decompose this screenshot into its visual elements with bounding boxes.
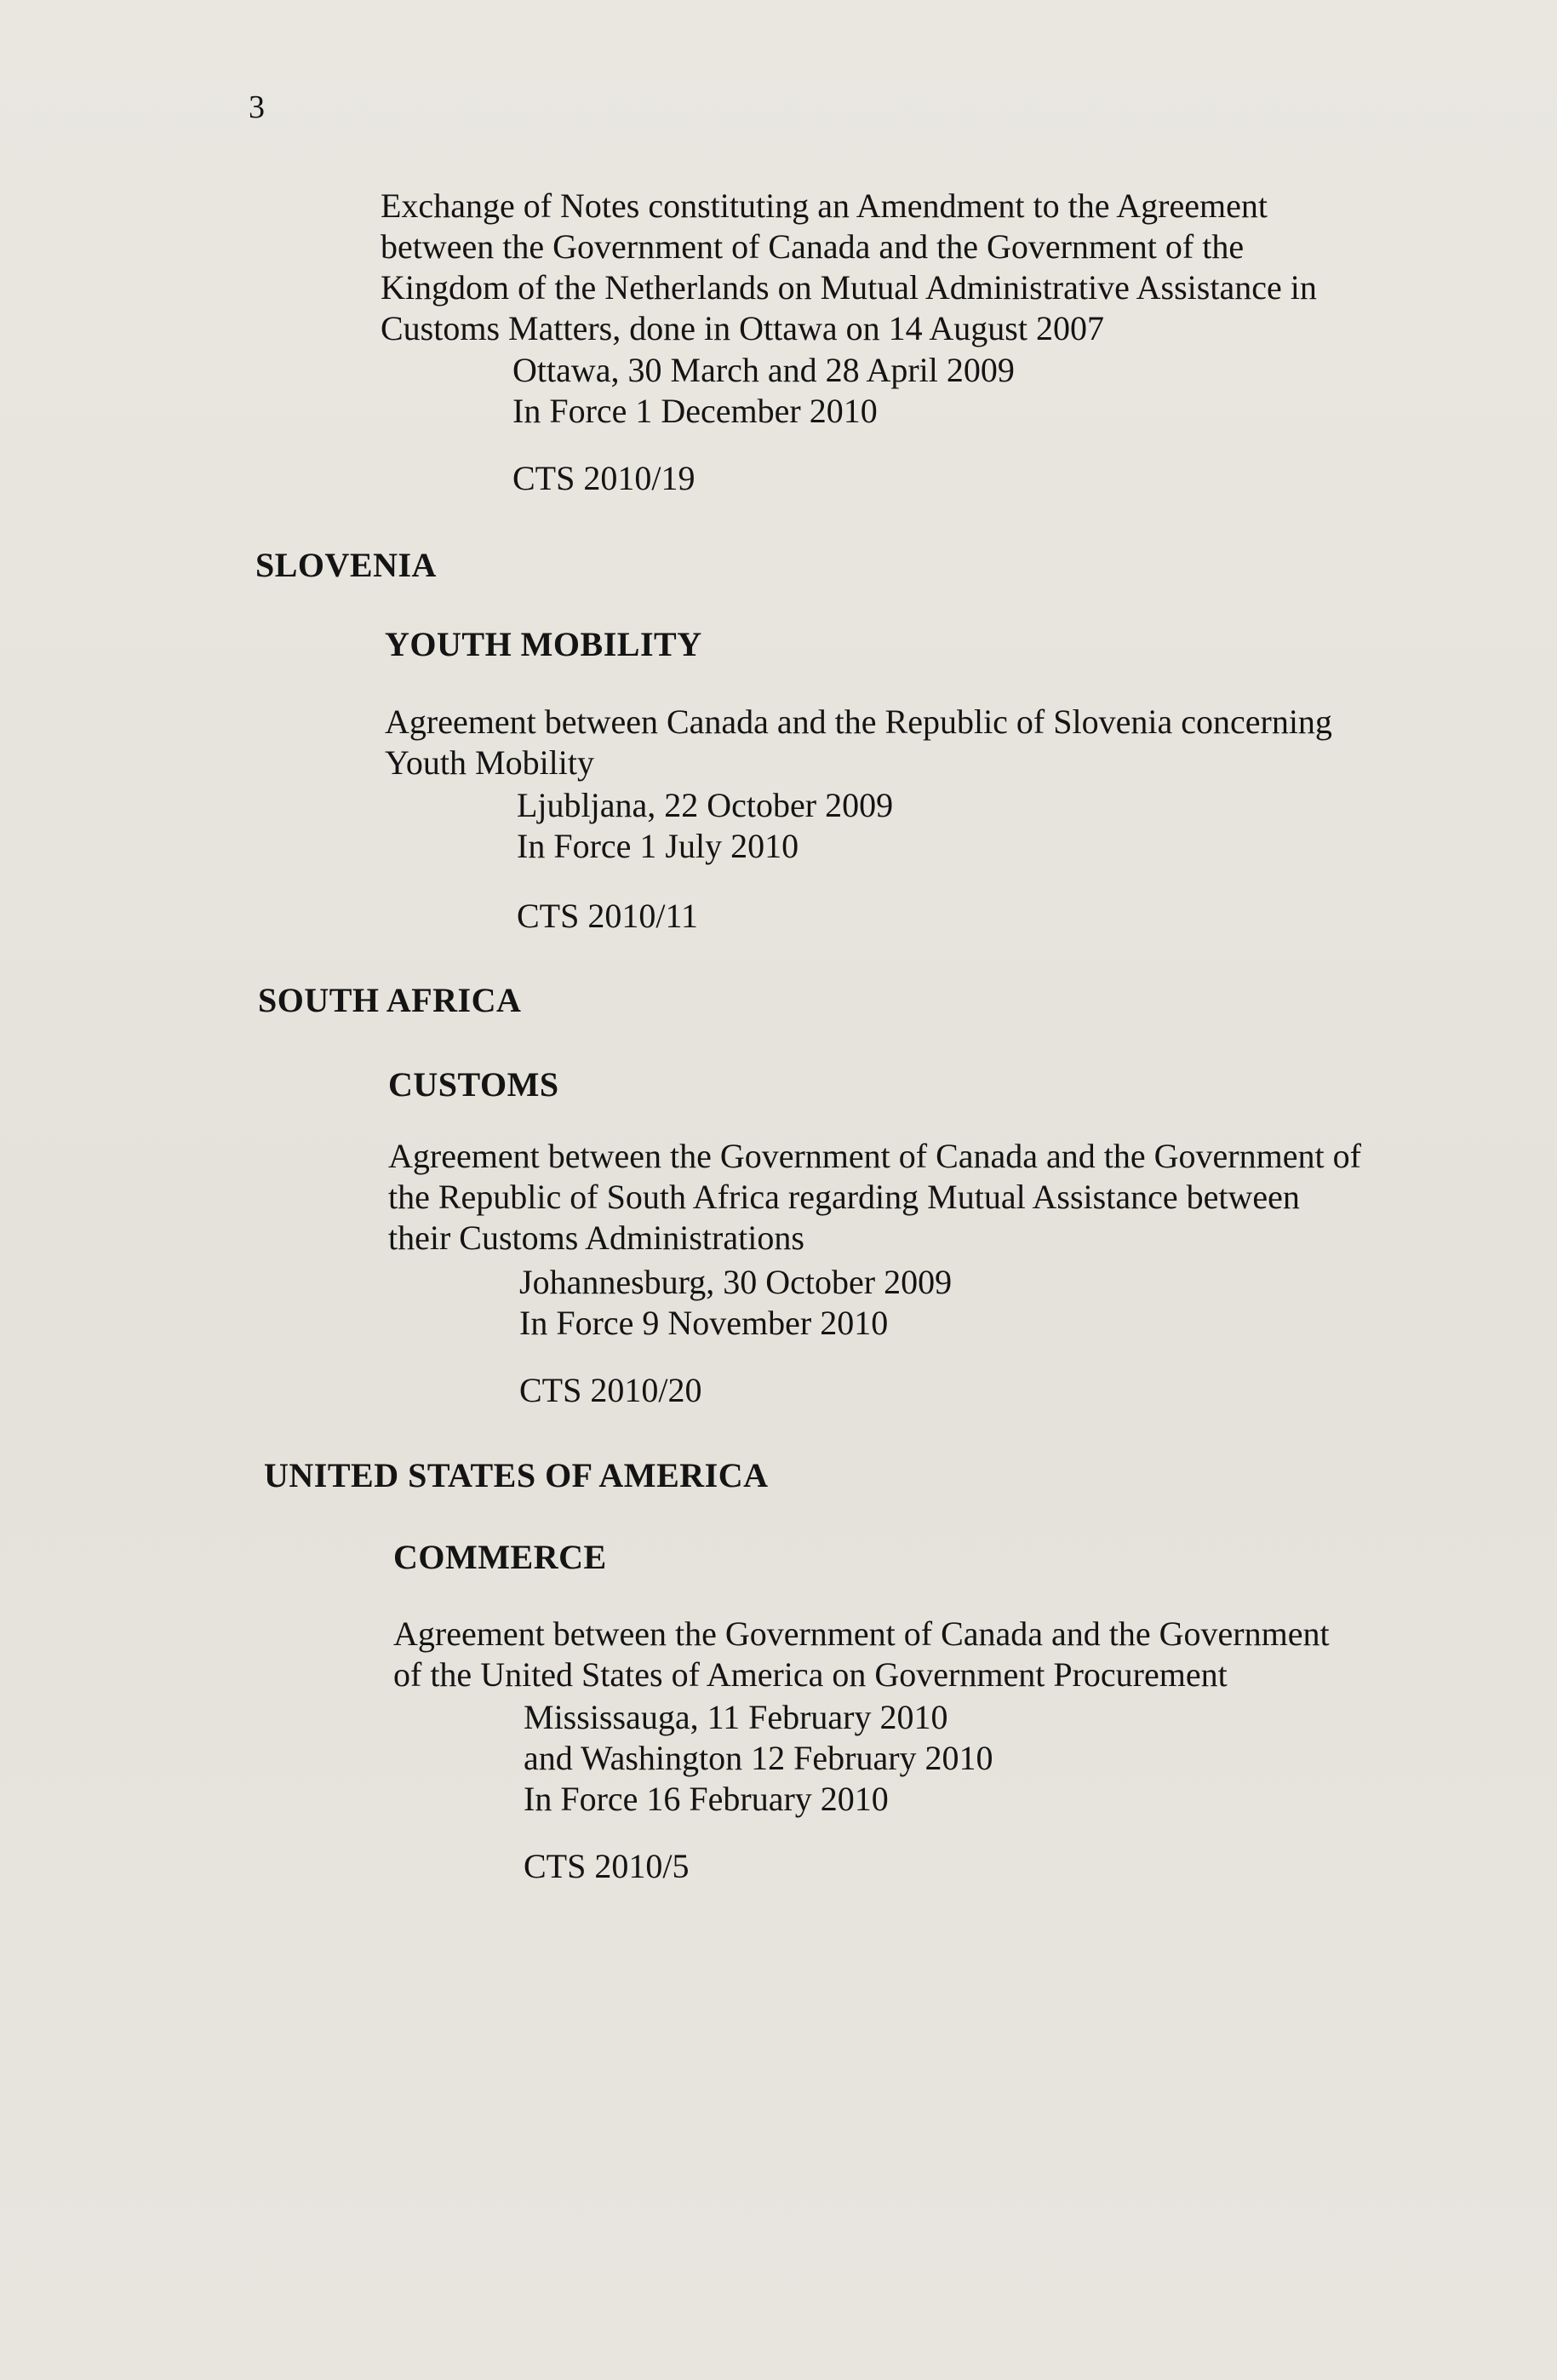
country-heading: SOUTH AFRICA [258, 981, 522, 1019]
detail-line: In Force 1 December 2010 [512, 392, 878, 430]
title-line: Agreement between the Government of Canada and the Government [393, 1614, 1330, 1653]
title-line: Kingdom of the Netherlands on Mutual Administrative Assistance in [381, 268, 1317, 307]
netherlands-agreement-details [512, 350, 1015, 432]
usa-agreement-title [393, 1614, 1330, 1695]
cts-reference: CTS 2010/11 [517, 897, 698, 935]
title-line: Agreement between the Government of Canada and the Government of [388, 1137, 1361, 1175]
subject-heading: COMMERCE [393, 1538, 607, 1576]
subject-heading: YOUTH MOBILITY [385, 625, 702, 663]
slovenia-agreement-details [517, 785, 893, 867]
detail-line: Mississauga, 11 February 2010 [524, 1698, 948, 1736]
title-line: Youth Mobility [385, 743, 595, 782]
netherlands-agreement-title [381, 186, 1317, 349]
title-line: Customs Matters, done in Ottawa on 14 August 2007 [381, 309, 1104, 347]
usa-agreement-details [524, 1697, 993, 1820]
title-line: their Customs Administrations [388, 1219, 804, 1257]
page-number: 3 [249, 89, 265, 125]
title-line: the Republic of South Africa regarding Mutual Assistance between [388, 1178, 1300, 1216]
cts-reference: CTS 2010/5 [524, 1847, 690, 1885]
title-line: between the Government of Canada and the Government of the [381, 227, 1245, 266]
title-line: Agreement between Canada and the Republic of Slovenia concerning [385, 703, 1332, 741]
country-heading: UNITED STATES OF AMERICA [264, 1456, 769, 1494]
detail-line: Ottawa, 30 March and 28 April 2009 [512, 351, 1015, 389]
detail-line: In Force 16 February 2010 [524, 1780, 889, 1818]
detail-line: Ljubljana, 22 October 2009 [517, 786, 894, 824]
south-africa-agreement-details [519, 1262, 952, 1344]
detail-line: Johannesburg, 30 October 2009 [519, 1263, 953, 1301]
detail-line: and Washington 12 February 2010 [524, 1739, 993, 1777]
country-heading: SLOVENIA [255, 546, 437, 584]
detail-line: In Force 1 July 2010 [517, 827, 799, 865]
title-line: of the United States of America on Government Procurement [393, 1655, 1228, 1694]
subject-heading: CUSTOMS [388, 1065, 559, 1104]
cts-reference: CTS 2010/19 [512, 459, 695, 497]
detail-line: In Force 9 November 2010 [519, 1304, 889, 1342]
title-line: Exchange of Notes constituting an Amendment to the Agreement [381, 186, 1268, 225]
south-africa-agreement-title [388, 1136, 1361, 1259]
slovenia-agreement-title [385, 702, 1332, 783]
cts-reference: CTS 2010/20 [519, 1371, 702, 1409]
